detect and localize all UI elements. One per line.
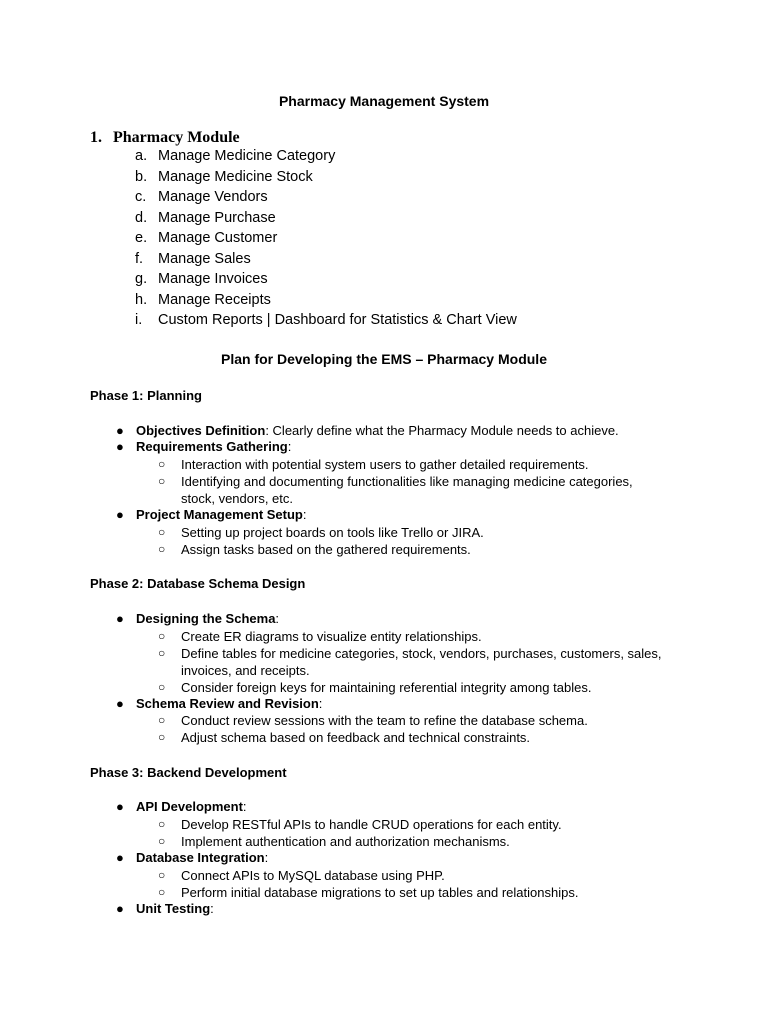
module-item-text: Manage Vendors: [158, 189, 268, 205]
sub-bullet-text: Develop RESTful APIs to handle CRUD operations for each entity.: [181, 817, 562, 832]
module-item-marker: b.: [135, 169, 148, 185]
bullet-text: :: [302, 507, 307, 522]
phase-heading: Phase 1: Planning: [90, 388, 202, 403]
bullet-dot: ●: [116, 901, 124, 916]
module-item-marker: g.: [135, 271, 148, 287]
module-item-text: Manage Customer: [158, 230, 278, 246]
bullet-text: :: [275, 611, 280, 626]
sub-bullet-text: Connect APIs to MySQL database using PHP.: [181, 868, 445, 883]
sub-bullet-circle: ○: [158, 817, 166, 831]
bullet-item: [136, 850, 268, 865]
sub-bullet-circle: ○: [158, 680, 166, 694]
sub-bullet-circle: ○: [158, 525, 166, 539]
bullet-item: [136, 901, 214, 916]
module-number: 1.: [90, 129, 102, 146]
sub-bullet-circle: ○: [158, 629, 166, 643]
sub-bullet-circle: ○: [158, 868, 166, 882]
bullet-term: Unit Testing: [136, 901, 211, 916]
bullet-term: Schema Review and Revision: [136, 696, 319, 711]
phase-heading: Phase 3: Backend Development: [90, 765, 287, 780]
sub-bullet-text-continued: stock, vendors, etc.: [181, 491, 293, 506]
module-item-marker: c.: [135, 189, 147, 205]
bullet-text: : Clearly define what the Pharmacy Module needs to achieve.: [265, 423, 619, 438]
module-item-marker: f.: [135, 251, 144, 267]
bullet-term: API Development: [136, 799, 243, 814]
sub-bullet-text: Conduct review sessions with the team to refine the database schema.: [181, 713, 588, 728]
module-item-text: Manage Invoices: [158, 271, 268, 287]
sub-bullet-text: Create ER diagrams to visualize entity relationships.: [181, 629, 482, 644]
module-item-text: Manage Sales: [158, 251, 251, 267]
sub-bullet-circle: ○: [158, 474, 166, 488]
bullet-text: :: [287, 439, 292, 454]
module-item-marker: h.: [135, 292, 148, 308]
sub-bullet-text: Perform initial database migrations to set up tables and relationships.: [181, 885, 579, 900]
bullet-text: :: [210, 901, 214, 916]
bullet-dot: ●: [116, 439, 124, 454]
bullet-text: :: [242, 799, 247, 814]
bullet-dot: ●: [116, 799, 124, 814]
bullet-term: Requirements Gathering: [136, 439, 288, 454]
sub-bullet-text: Define tables for medicine categories, stock, vendors, purchases, customers, sales,: [181, 646, 662, 661]
module-title: Pharmacy Module: [113, 129, 240, 146]
sub-bullet-circle: ○: [158, 457, 166, 471]
document-title: Pharmacy Management System: [278, 93, 490, 109]
bullet-dot: ●: [116, 696, 124, 711]
phase-heading: Phase 2: Database Schema Design: [90, 576, 306, 591]
bullet-dot: ●: [116, 423, 124, 438]
bullet-item: [136, 799, 247, 814]
bullet-item: [136, 439, 291, 454]
module-item-text: Manage Medicine Category: [158, 148, 336, 164]
bullet-text: :: [318, 696, 323, 711]
sub-bullet-text: Adjust schema based on feedback and technical constraints.: [181, 730, 531, 745]
sub-bullet-circle: ○: [158, 834, 166, 848]
module-item-text: Manage Receipts: [158, 292, 271, 308]
module-item-text: Manage Purchase: [158, 210, 276, 226]
bullet-term: Designing the Schema: [136, 611, 276, 626]
sub-bullet-text: Interaction with potential system users to gather detailed requirements.: [181, 457, 589, 472]
sub-bullet-text: Assign tasks based on the gathered requirements.: [181, 542, 471, 557]
sub-bullet-text: Implement authentication and authorization mechanisms.: [181, 834, 510, 849]
sub-bullet-circle: ○: [158, 646, 166, 660]
sub-bullet-circle: ○: [158, 542, 166, 556]
bullet-item: [136, 696, 322, 711]
sub-bullet-text-continued: invoices, and receipts.: [181, 663, 310, 678]
module-item-marker: d.: [135, 210, 148, 226]
bullet-dot: ●: [116, 611, 124, 626]
sub-bullet-text: Identifying and documenting functionalities like managing medicine categories,: [181, 474, 633, 489]
bullet-item: [136, 423, 619, 438]
module-item-text: Custom Reports | Dashboard for Statistics & Chart View: [158, 312, 517, 328]
module-item-marker: i.: [135, 312, 143, 328]
bullet-item: [136, 611, 279, 626]
sub-bullet-circle: ○: [158, 730, 166, 744]
sub-bullet-text: Consider foreign keys for maintaining referential integrity among tables.: [181, 680, 592, 695]
bullet-dot: ●: [116, 850, 124, 865]
bullet-term: Objectives Definition: [136, 423, 266, 438]
bullet-dot: ●: [116, 507, 124, 522]
sub-bullet-circle: ○: [158, 885, 166, 899]
bullet-term: Project Management Setup: [136, 507, 303, 522]
module-item-marker: e.: [135, 230, 148, 246]
bullet-text: :: [264, 850, 269, 865]
bullet-term: Database Integration: [136, 850, 265, 865]
bullet-item: [136, 507, 307, 522]
sub-bullet-circle: ○: [158, 713, 166, 727]
module-item-text: Manage Medicine Stock: [158, 169, 313, 185]
module-item-marker: a.: [135, 148, 148, 164]
sub-bullet-text: Setting up project boards on tools like Trello or JIRA.: [181, 525, 484, 540]
plan-title: Plan for Developing the EMS – Pharmacy Module: [221, 351, 547, 367]
